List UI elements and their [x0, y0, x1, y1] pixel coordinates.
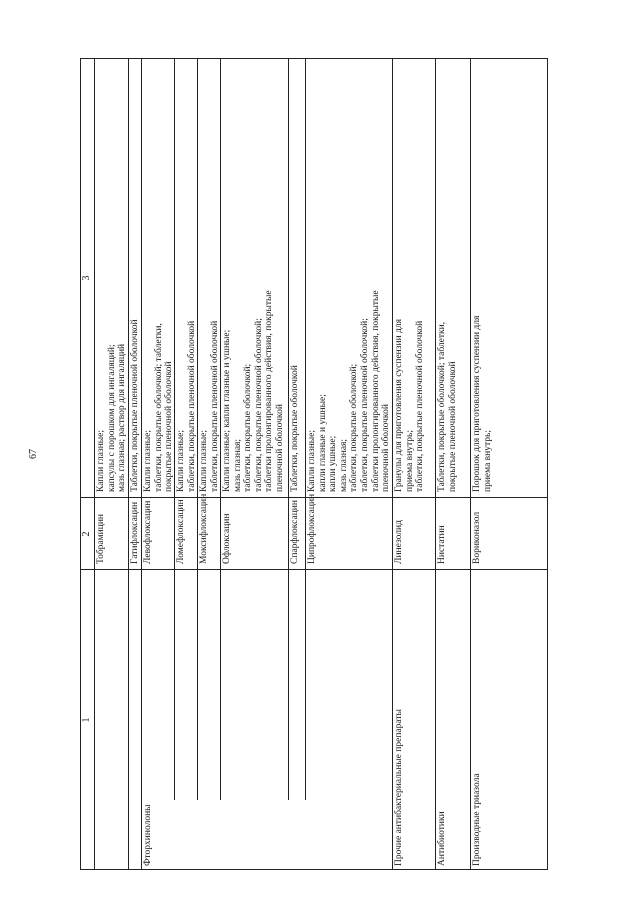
dosage-form-line: Таблетки, покрытые оболочкой — [290, 365, 300, 492]
dosage-form-line: Капли глазные; — [307, 429, 317, 492]
group-label: Антибиотики — [437, 811, 447, 866]
dosage-forms-cell — [143, 286, 175, 492]
dosage-form-line: таблетки, покрытые пленочной оболочкой; — [253, 318, 264, 492]
dosage-form-line: таблетки пролонгированного действия, покрытые — [370, 290, 381, 492]
row-divider — [435, 58, 436, 870]
group-label: Прочие антибактериальные препараты — [394, 709, 404, 866]
substance-name: Ципрофлоксацин — [307, 493, 317, 564]
dosage-form-line: капли ушные; — [328, 435, 339, 492]
column-header-1: 1 — [81, 717, 92, 723]
dosage-forms-cell — [307, 286, 392, 492]
dosage-form-line: таблетки, покрытые пленочной оболочкой — [209, 320, 220, 492]
dosage-form-line: пленочной оболочкой — [274, 404, 285, 492]
dosage-form-line: Капли глазные; капли глазные и ушные; — [222, 329, 232, 492]
dosage-form-line: таблетки, покрытые оболочкой; — [243, 363, 254, 492]
row-divider — [392, 58, 393, 870]
dosage-form-line: таблетки, покрытые оболочкой; — [349, 363, 360, 492]
table-border-left — [80, 869, 548, 870]
dosage-forms-cell — [290, 286, 301, 492]
dosage-form-line: таблетки, покрытые пленочной оболочкой — [415, 320, 426, 492]
dosage-form-line: приема внутрь; — [404, 430, 415, 492]
dosage-form-line: таблетки, покрытые пленочной оболочкой; — [359, 318, 370, 492]
column-header-2: 2 — [81, 531, 92, 537]
dosage-forms-cell — [222, 286, 286, 492]
dosage-forms-cell — [394, 286, 426, 492]
dosage-form-line: приема внутрь; — [482, 430, 493, 492]
row-divider — [141, 58, 142, 870]
row-divider — [305, 58, 306, 800]
dosage-form-line: Капли глазные; — [143, 429, 153, 492]
substance-name: Ломефлоксацин — [176, 499, 186, 564]
dosage-form-line: мазь глазная; раствор для ингаляций — [117, 343, 128, 492]
dosage-forms-cell — [437, 286, 458, 492]
dosage-form-line: Порошок для приготовления суспензии для — [472, 315, 482, 492]
dosage-forms-cell — [176, 286, 197, 492]
dosage-forms-cell — [199, 286, 220, 492]
dosage-form-line: покрытые пленочной оболочкой — [447, 361, 458, 492]
dosage-form-line: капли глазные и ушные; — [317, 394, 328, 492]
substance-name: Нистатин — [437, 525, 447, 564]
column-header-3: 3 — [81, 275, 92, 281]
dosage-form-line: покрытые пленочной оболочкой — [164, 361, 175, 492]
substance-name: Моксифлоксацин — [199, 493, 209, 564]
dosage-form-line: Капли глазные; — [199, 429, 209, 492]
substance-name: Линезолид — [394, 520, 404, 564]
dosage-form-line: Капли глазные; — [176, 429, 186, 492]
dosage-forms-cell — [96, 286, 128, 492]
substance-name: Тобрамицин — [96, 514, 106, 564]
dosage-form-line: капсулы с порошком для ингаляций; — [106, 344, 117, 492]
substance-name: Гатифлоксацин — [130, 501, 140, 564]
substance-name: Спарфлоксацин — [290, 500, 300, 564]
dosage-forms-cell — [472, 286, 493, 492]
medications-table — [80, 58, 548, 870]
dosage-form-line: таблетки, покрытые пленочной оболочкой — [186, 320, 197, 492]
rotated-table — [80, 58, 548, 870]
dosage-form-line: Гранулы для приготовления суспензии для — [394, 319, 404, 492]
group-label: Производные триазола — [472, 773, 482, 866]
row-divider — [288, 58, 289, 800]
substance-name: Офлоксацин — [222, 513, 232, 564]
dosage-forms-cell — [130, 286, 141, 492]
dosage-form-line: мазь глазная; — [232, 438, 243, 492]
dosage-form-line: таблетки, покрытые оболочкой; таблетки, — [153, 323, 164, 492]
column-divider-1 — [80, 569, 548, 570]
group-label: Фторхинолоны — [143, 804, 153, 866]
substance-name: Левофлоксацин — [143, 500, 153, 564]
dosage-form-line: мазь глазная; — [338, 438, 349, 492]
row-divider — [128, 58, 129, 870]
dosage-form-line: Таблетки, покрытые оболочкой; таблетки, — [437, 321, 447, 492]
dosage-form-line: Капли глазные; — [96, 429, 106, 492]
page-number: 67 — [28, 449, 39, 459]
dosage-form-line: пленочной оболочкой — [381, 404, 392, 492]
dosage-form-line: Таблетки, покрытые пленочной оболочкой — [130, 319, 140, 492]
row-divider — [470, 58, 471, 870]
substance-name: Вориконазол — [472, 511, 482, 564]
dosage-form-line: таблетки пролонгированного действия, покрытые — [264, 290, 275, 492]
header-row-divider — [94, 58, 95, 870]
